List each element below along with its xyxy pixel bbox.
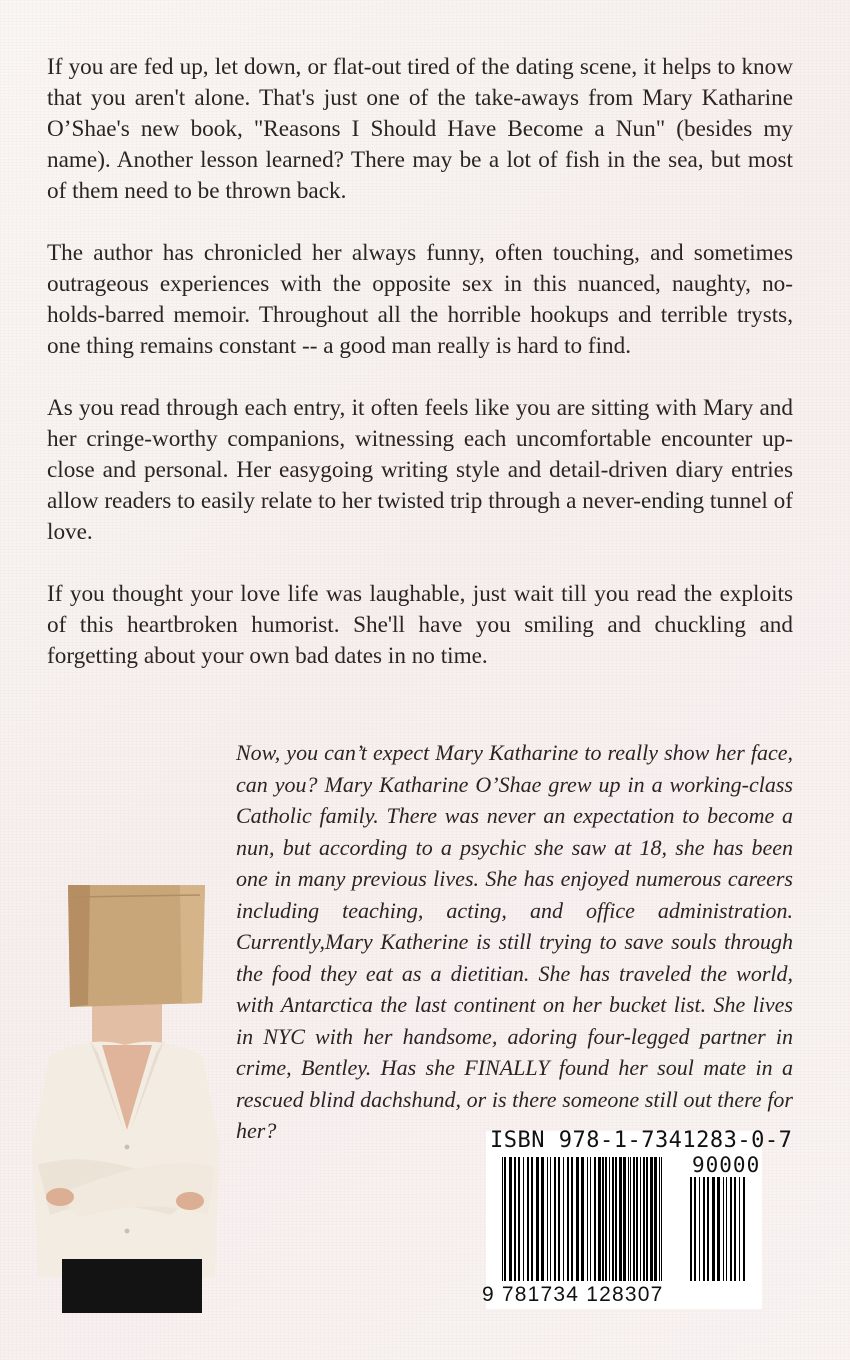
barcode-bar — [646, 1157, 648, 1281]
barcode-bar — [590, 1157, 591, 1281]
price-code: 90000 — [692, 1153, 761, 1177]
barcode-bar — [690, 1177, 692, 1281]
barcode-bar — [726, 1177, 727, 1281]
blurb-paragraph-2: The author has chronicled her always funny, often touching, and sometimes outrageous experiences with the opposite sex in this nuanced, naughty, no-holds-barred memoir. Throughout all the horrible hookups and terrible trysts, one thing remains constant -- a good man really is hard to find. — [47, 240, 793, 359]
barcode-bar — [730, 1177, 732, 1281]
barcode-bar — [531, 1157, 533, 1281]
back-cover-blurb — [47, 52, 793, 703]
barcode-bar — [615, 1157, 617, 1281]
barcode-bar — [619, 1157, 622, 1281]
barcode-bar — [712, 1177, 715, 1281]
barcode-bar — [504, 1157, 506, 1281]
barcode-bar — [612, 1157, 614, 1281]
barcode-bar — [643, 1157, 645, 1281]
barcode-bar — [550, 1157, 551, 1281]
barcode-bar — [623, 1157, 626, 1281]
barcode-bar — [581, 1157, 584, 1281]
barcode-bar — [567, 1157, 569, 1281]
barcode-bar — [633, 1157, 635, 1281]
barcode-bar — [598, 1157, 601, 1281]
barcode-bar — [602, 1157, 604, 1281]
barcode-bar — [661, 1157, 662, 1281]
isbn-label: ISBN 978-1-7341283-0-7 — [490, 1128, 793, 1153]
barcode-bar — [536, 1157, 539, 1281]
barcode-bar — [636, 1157, 638, 1281]
ean-digits: 9 781734 128307 — [482, 1283, 664, 1306]
barcode-bar — [554, 1157, 556, 1281]
author-bio-text: Now, you can’t expect Mary Katharine to really show her face, can you? Mary Katharine O’Shae grew up in a working-class Catholic family. There was never an expectation to become a nun, but according to a psychic she saw at 18, she has been one in many previous lives. She has enjoyed numerous careers including teaching, acting, and office administration. Currently,Mary Katherine is still trying to save souls through the food they eat as a dietitian. She has traveled the world, with Antarctica the last continent on her bucket list. She lives in NYC with her handsome, adoring four-legged partner in crime, Bentley. Has she FINALLY found her soul mate in a rescued blind dachshund, or is there someone still out there for her? — [236, 740, 793, 1143]
barcode-bar — [694, 1177, 696, 1281]
barcode-bar — [717, 1177, 720, 1281]
author-photo-paper-bag — [30, 885, 220, 1313]
barcode-bar — [734, 1177, 736, 1281]
blurb-paragraph-4: If you thought your love life was laughable, just wait till you read the exploits of this heartbroken humorist. She'll have you smiling and chuckling and forgetting about your own bad dates in no time. — [47, 581, 793, 669]
barcode-bar — [576, 1157, 579, 1281]
barcode-bar — [654, 1157, 657, 1281]
barcode-bar — [523, 1157, 524, 1281]
barcode-bar — [650, 1157, 653, 1281]
barcode-bar — [514, 1157, 516, 1281]
barcode-bar — [502, 1157, 503, 1281]
barcode-bar — [541, 1157, 544, 1281]
barcode-bar — [703, 1177, 705, 1281]
barcode-bar — [587, 1157, 588, 1281]
barcode-bar — [659, 1157, 660, 1281]
barcode-bar — [628, 1157, 629, 1281]
barcode-bar — [527, 1157, 529, 1281]
barcode-bar — [699, 1177, 700, 1281]
barcode-bar — [630, 1157, 631, 1281]
barcode-bar — [707, 1177, 709, 1281]
blurb-paragraph-1: If you are fed up, let down, or flat-out tired of the dating scene, it helps to know that you aren't alone. That's just one of the take-aways from Mary Katharine O’Shae's new book, "Reasons I Should Have Become a Nun" (besides my name). Another lesson learned? There may be a lot of fish in the sea, but most of them need to be thrown back. — [47, 54, 793, 204]
barcode-bar — [723, 1177, 724, 1281]
barcode-bar — [640, 1157, 641, 1281]
barcode-bar — [609, 1157, 610, 1281]
barcode-bar — [509, 1157, 512, 1281]
barcode-bar — [739, 1177, 740, 1281]
barcode-bar — [594, 1157, 596, 1281]
barcode-bar — [743, 1177, 745, 1281]
barcode-bar — [558, 1157, 560, 1281]
barcode-bar — [547, 1157, 548, 1281]
blurb-paragraph-3: As you read through each entry, it often feels like you are sitting with Mary and her cringe-worthy companions, witnessing each uncomfortable encounter up-close and personal. Her easygoing writing style and detail-driven diary entries allow readers to easily relate to her twisted trip through a never-ending tunnel of love. — [47, 395, 793, 545]
barcode-bar — [571, 1157, 573, 1281]
barcode-bar — [605, 1157, 607, 1281]
barcode-bar — [563, 1157, 564, 1281]
barcode-bar — [518, 1157, 520, 1281]
